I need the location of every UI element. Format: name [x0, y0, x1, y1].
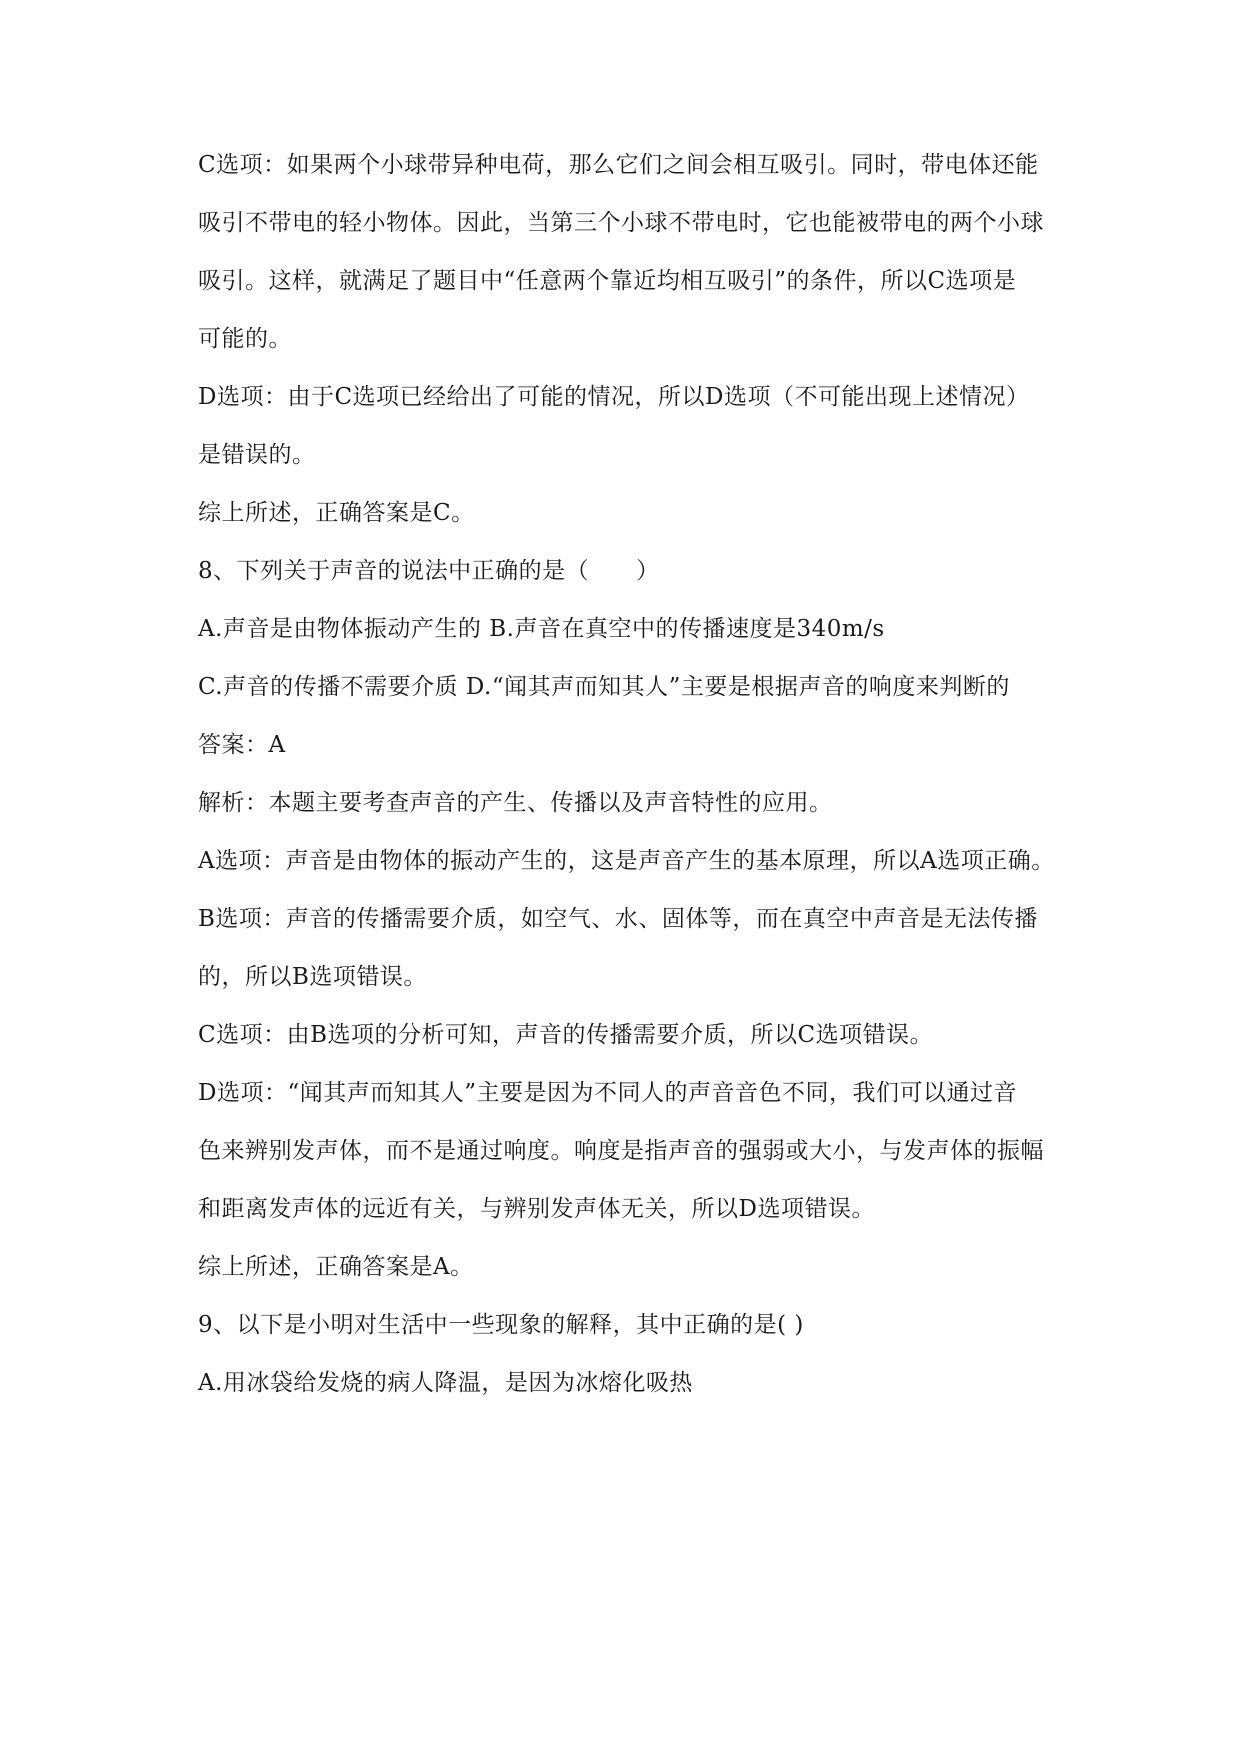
text-line: 是错误的。 [198, 442, 316, 468]
text-line: 和距离发声体的远近有关，与辨别发声体无关，所以D选项错误。 [198, 1196, 875, 1222]
text-line: 吸引。这样，就满足了题目中“任意两个靠近均相互吸引”的条件，所以C选项是 [198, 268, 1017, 294]
text-line: C选项：由B选项的分析可知，声音的传播需要介质，所以C选项错误。 [198, 1022, 934, 1048]
text-line: B选项：声音的传播需要介质，如空气、水、固体等，而在真空中声音是无法传播 [198, 906, 1038, 932]
text-line: 综上所述，正确答案是A。 [198, 1254, 474, 1280]
question-9-title: 9、以下是小明对生活中一些现象的解释，其中正确的是( ) [198, 1312, 804, 1338]
text-line: 解析：本题主要考查声音的产生、传播以及声音特性的应用。 [198, 790, 833, 816]
question-9-option-a: A.用冰袋给发烧的病人降温，是因为冰熔化吸热 [198, 1370, 693, 1396]
question-8-title: 8、下列关于声音的说法中正确的是（ ） [198, 558, 660, 584]
text-line: D选项：由于C选项已经给出了可能的情况，所以D选项（不可能出现上述情况） [198, 384, 1030, 410]
text-line: 色来辨别发声体，而不是通过响度。响度是指声音的强弱或大小，与发声体的振幅 [198, 1138, 1044, 1164]
text-line: D选项：“闻其声而知其人”主要是因为不同人的声音音色不同，我们可以通过音 [198, 1080, 1017, 1106]
question-8-options-cd: C.声音的传播不需要介质 D.“闻其声而知其人”主要是根据声音的响度来判断的 [198, 674, 1010, 700]
text-line: 可能的。 [198, 326, 292, 352]
text-line: 综上所述，正确答案是C。 [198, 500, 475, 526]
text-line: C选项：如果两个小球带异种电荷，那么它们之间会相互吸引。同时，带电体还能 [198, 152, 1039, 178]
question-8-answer: 答案：A [198, 732, 286, 758]
text-line: 的，所以B选项错误。 [198, 964, 427, 990]
question-8-options-ab: A.声音是由物体振动产生的 B.声音在真空中的传播速度是340m/s [198, 616, 885, 642]
text-line: A选项：声音是由物体的振动产生的，这是声音产生的基本原理，所以A选项正确。 [198, 848, 1055, 874]
text-line: 吸引不带电的轻小物体。因此，当第三个小球不带电时，它也能被带电的两个小球 [198, 210, 1044, 236]
